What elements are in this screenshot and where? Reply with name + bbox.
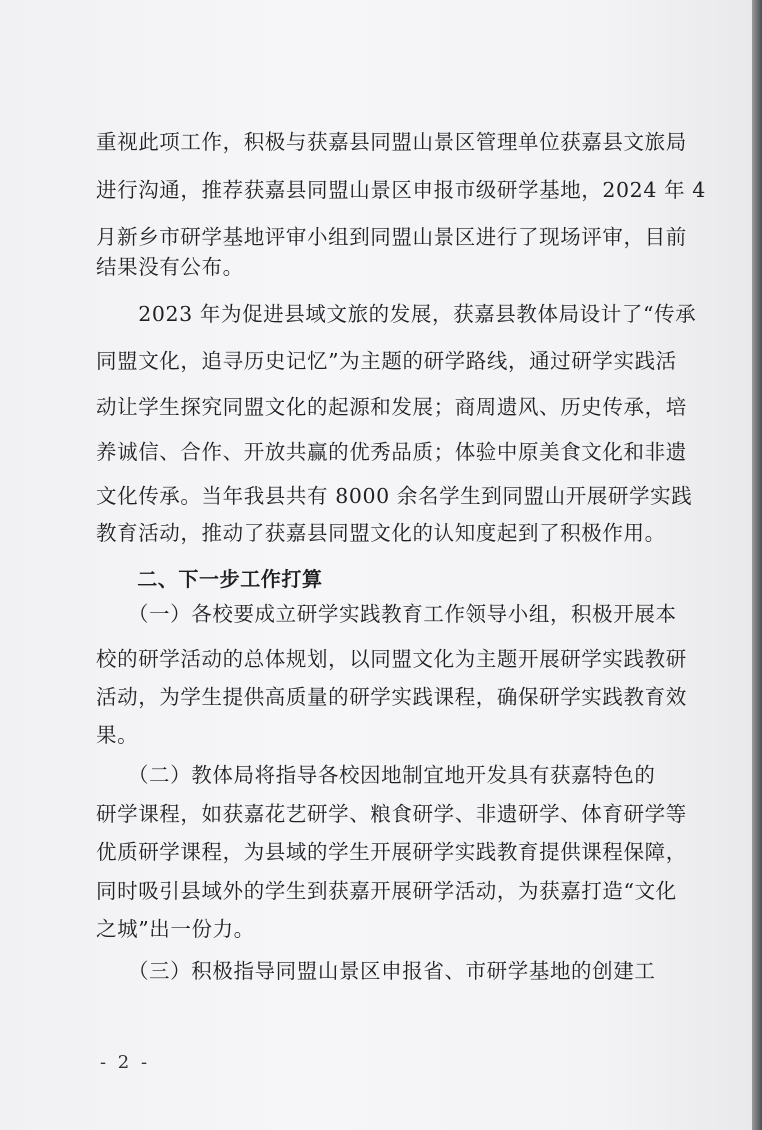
text-line: （三）积极指导同盟山景区申报省、市研学基地的创建工 (96, 959, 656, 983)
text-line: 养诚信、合作、开放共赢的优秀品质；体验中原美食文化和非遗 (96, 440, 687, 464)
section-heading: 二、下一步工作打算 (96, 567, 323, 591)
text-line: 结果没有公布。 (96, 255, 244, 279)
text-line: 2023 年为促进县域文旅的发展，获嘉县教体局设计了“传承 (96, 302, 697, 326)
text-line: 研学课程，如获嘉花艺研学、粮食研学、非遗研学、体育研学等 (96, 802, 687, 826)
text-line: 之城”出一份力。 (96, 917, 255, 941)
text-line: 同时吸引县域外的学生到获嘉开展研学活动，为获嘉打造“文化 (96, 879, 677, 903)
text-line: 文化传承。当年我县共有 8000 余名学生到同盟山开展研学实践 (96, 484, 693, 508)
page-number: - 2 - (100, 1052, 151, 1073)
text-line: 同盟文化，追寻历史记忆”为主题的研学路线，通过研学实践活 (96, 349, 677, 373)
text-line: 教育活动，推动了获嘉县同盟文化的认知度起到了积极作用。 (96, 521, 666, 545)
text-line: 活动，为学生提供高质量的研学实践课程，确保研学实践教育效 (96, 685, 687, 709)
text-line: 果。 (96, 723, 139, 747)
text-line: 校的研学活动的总体规划，以同盟文化为主题开展研学实践教研 (96, 647, 687, 671)
text-line: 重视此项工作，积极与获嘉县同盟山景区管理单位获嘉县文旅局 (96, 130, 687, 154)
text-line: 动让学生探究同盟文化的起源和发展；商周遗风、历史传承，培 (96, 395, 687, 419)
text-line: （二）教体局将指导各校因地制宜地开发具有获嘉特色的 (96, 763, 656, 787)
text-line: 月新乡市研学基地评审小组到同盟山景区进行了现场评审，目前 (96, 225, 687, 249)
text-line: 进行沟通，推荐获嘉县同盟山景区申报市级研学基地，2024 年 4 (96, 178, 706, 202)
page-edge-shadow (752, 0, 762, 1130)
text-line: 优质研学课程，为县域的学生开展研学实践教育提供课程保障， (96, 840, 687, 864)
text-line: （一）各校要成立研学实践教育工作领导小组，积极开展本 (96, 602, 677, 626)
